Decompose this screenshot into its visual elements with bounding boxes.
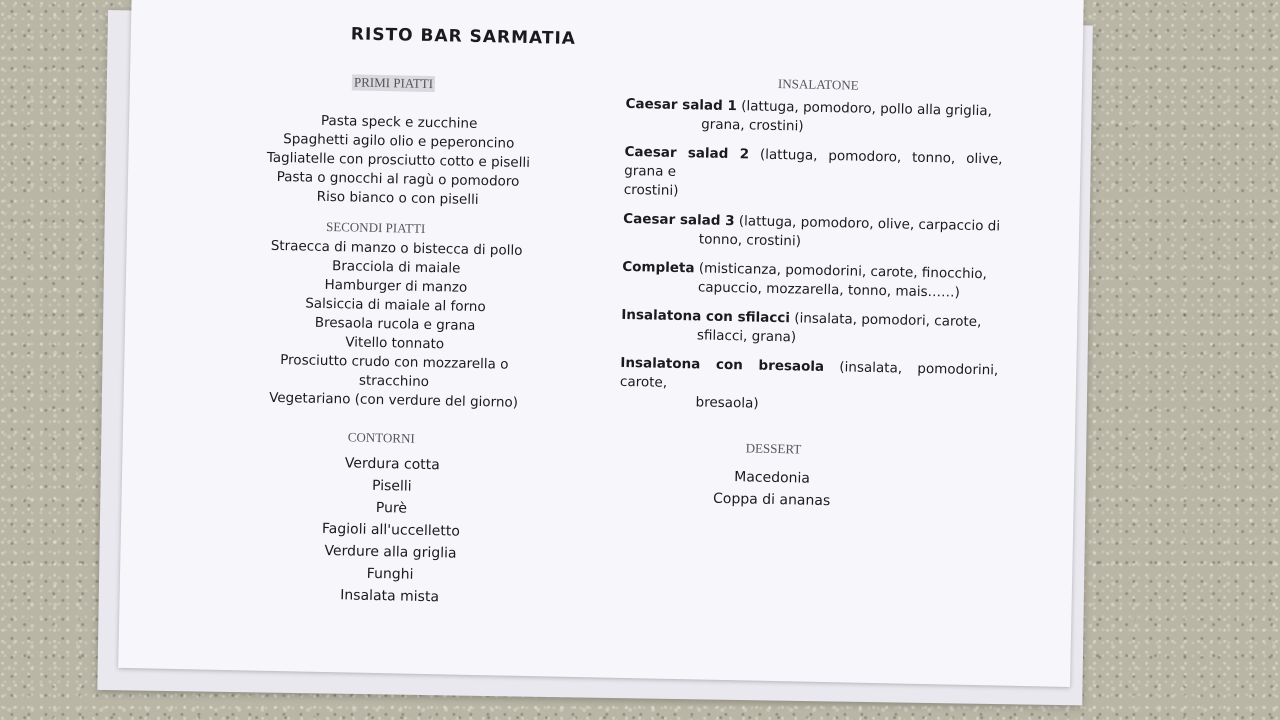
salad-name: Caesar salad 2: [624, 143, 750, 163]
menu-sheet: [118, 0, 1084, 687]
list-item: Vitello tonnato: [345, 334, 445, 353]
salad-description: (lattuga, pomodoro, olive, carpaccio di: [738, 213, 1001, 235]
primi-list: [247, 110, 549, 211]
salad-description: (lattuga, pomodoro, pollo alla griglia,: [741, 98, 993, 120]
list-item: Riso bianco o con piselli: [316, 188, 479, 208]
insalatone-heading: INSALATONE: [777, 75, 859, 93]
list-item: Bracciola di maiale: [331, 258, 461, 277]
insalatone-list: [619, 95, 1003, 429]
salad-name: Insalatona con bresaola: [620, 354, 825, 375]
list-item: Straecca di manzo o bistecca di pollo: [270, 237, 523, 259]
list-item: Pasta speck e zucchine: [320, 112, 478, 132]
list-item: Prosciutto crudo con mozzarella o: [280, 352, 509, 373]
salad-name: Caesar salad 1: [625, 95, 738, 115]
list-item: Purè: [375, 500, 408, 517]
list-item: Salsiccia di maiale al forno: [305, 295, 486, 316]
salad-name: Completa: [622, 258, 695, 277]
list-item: Pasta o gnocchi al ragù o pomodoro: [276, 168, 520, 190]
list-item: [622, 258, 1001, 304]
list-item: Fagioli all'uccelletto: [321, 520, 461, 540]
salad-description-cont: bresaola): [695, 394, 759, 412]
salad-description-cont: grana, crostini): [701, 116, 804, 135]
list-item: Tagliatelle con prosciutto cotto e piselli: [266, 149, 531, 172]
list-item: Funghi: [366, 565, 414, 583]
salad-description: (misticanza, pomodorini, carote, finocchio,: [698, 260, 988, 283]
list-item: [624, 143, 1003, 208]
list-item: [623, 210, 1002, 256]
restaurant-title: RISTO BAR SARMATIA: [350, 24, 577, 49]
list-item: Hamburger di manzo: [324, 276, 468, 296]
salad-description-cont: sfilacci, grana): [696, 327, 797, 346]
list-item: Verdura cotta: [344, 455, 440, 474]
list-item: Coppa di ananas: [712, 490, 831, 510]
list-item: Bresaola rucola e grana: [314, 314, 476, 334]
secondi-list: [243, 236, 546, 413]
dessert-list: [691, 465, 852, 512]
list-item: Verdure alla griglia: [324, 542, 457, 562]
list-item: [619, 354, 998, 419]
salad-description-cont: tonno, crostini): [698, 231, 802, 250]
salad-description: (insalata, pomodori, carote,: [794, 310, 982, 331]
salad-name: Caesar salad 3: [623, 210, 735, 230]
salad-description-cont: capuccio, mozzarella, tonno, mais……): [697, 279, 961, 301]
salad-description: (lattuga, pomodoro, tonno, olive, grana e: [624, 146, 1003, 180]
dessert-heading: DESSERT: [745, 440, 802, 457]
salad-description: (insalata, pomodorini, carote,: [619, 359, 999, 391]
list-item: Macedonia: [734, 469, 811, 487]
salad-name: Insalatona con sfilacci: [621, 306, 791, 327]
list-item: [621, 306, 1000, 352]
list-item: Vegetariano (con verdure del giorno): [268, 389, 519, 411]
list-item: Piselli: [371, 477, 412, 495]
salad-description-cont: crostini): [623, 181, 679, 200]
secondi-heading: SECONDI PIATTI: [325, 218, 426, 236]
list-item: [625, 95, 1004, 141]
contorni-list: [269, 451, 512, 610]
list-item: stracchino: [358, 372, 430, 391]
primi-heading: PRIMI PIATTI: [352, 74, 435, 92]
list-item: Insalata mista: [340, 587, 440, 606]
contorni-heading: CONTORNI: [347, 429, 415, 446]
list-item: Spaghetti agilo olio e peperoncino: [283, 131, 515, 152]
